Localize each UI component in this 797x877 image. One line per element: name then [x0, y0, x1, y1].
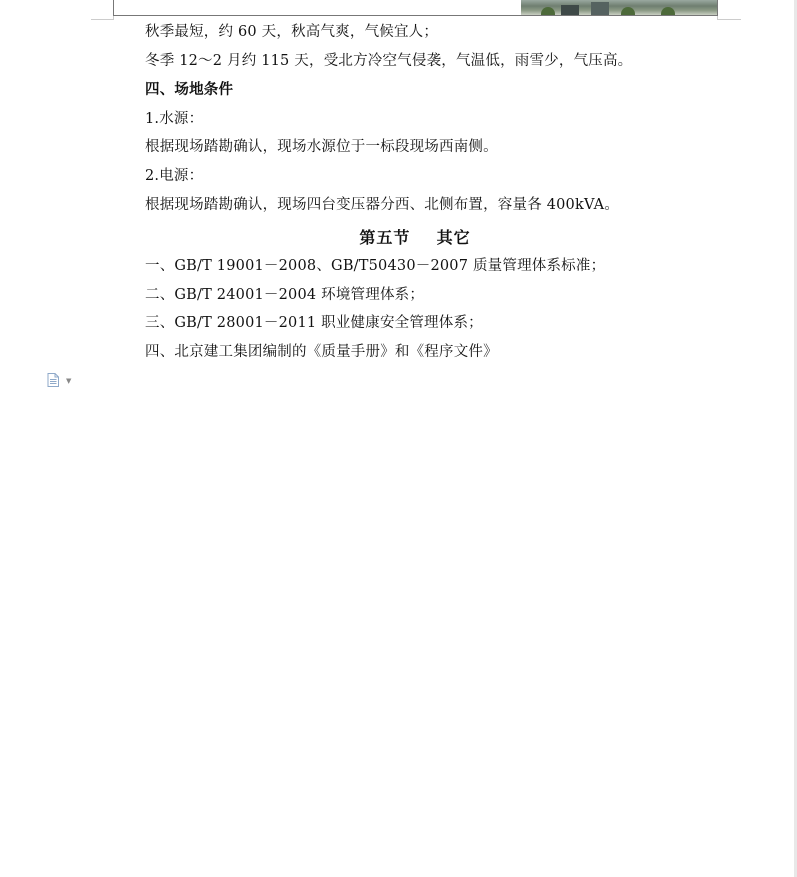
crop-mark — [717, 16, 718, 20]
list-item-1: 一、GB/T 19001－2008、GB/T50430－2007 质量管理体系标准； — [145, 258, 606, 274]
crop-mark — [91, 19, 113, 20]
section-title: 第五节 其它 — [359, 228, 471, 247]
photo-tree — [621, 7, 635, 15]
photo-building — [591, 2, 609, 15]
table-border-left — [113, 0, 114, 16]
photo-tree — [661, 7, 675, 15]
list-item-2: 二、GB/T 24001－2004 环境管理体系； — [145, 287, 425, 303]
power-source-label: 2.电源： — [145, 168, 204, 184]
power-source-text: 根据现场踏勘确认，现场四台变压器分西、北侧布置，容量各 400kVA。 — [145, 197, 620, 213]
table-border-bottom — [113, 15, 718, 16]
crop-mark — [717, 19, 741, 20]
photo-building — [561, 5, 579, 15]
photo-tree — [541, 7, 555, 15]
chevron-down-icon[interactable]: ▼ — [66, 377, 72, 385]
heading-site-conditions: 四、场地条件 — [145, 81, 234, 98]
water-source-text: 根据现场踏勘确认，现场水源位于一标段现场西南侧。 — [145, 139, 498, 155]
water-source-label: 1.水源： — [145, 111, 204, 127]
building-photo — [521, 0, 717, 15]
table-border-right — [717, 0, 718, 16]
list-item-4: 四、北京建工集团编制的《质量手册》和《程序文件》 — [145, 344, 498, 360]
paragraph-winter: 冬季 12～2 月约 115 天，受北方冷空气侵袭，气温低，雨雪少，气压高。 — [145, 53, 633, 69]
list-item-3: 三、GB/T 28001－2011 职业健康安全管理体系； — [145, 315, 483, 331]
paragraph-autumn: 秋季最短，约 60 天，秋高气爽，气候宜人； — [145, 24, 439, 40]
document-icon[interactable] — [47, 373, 59, 387]
crop-mark — [113, 16, 114, 20]
